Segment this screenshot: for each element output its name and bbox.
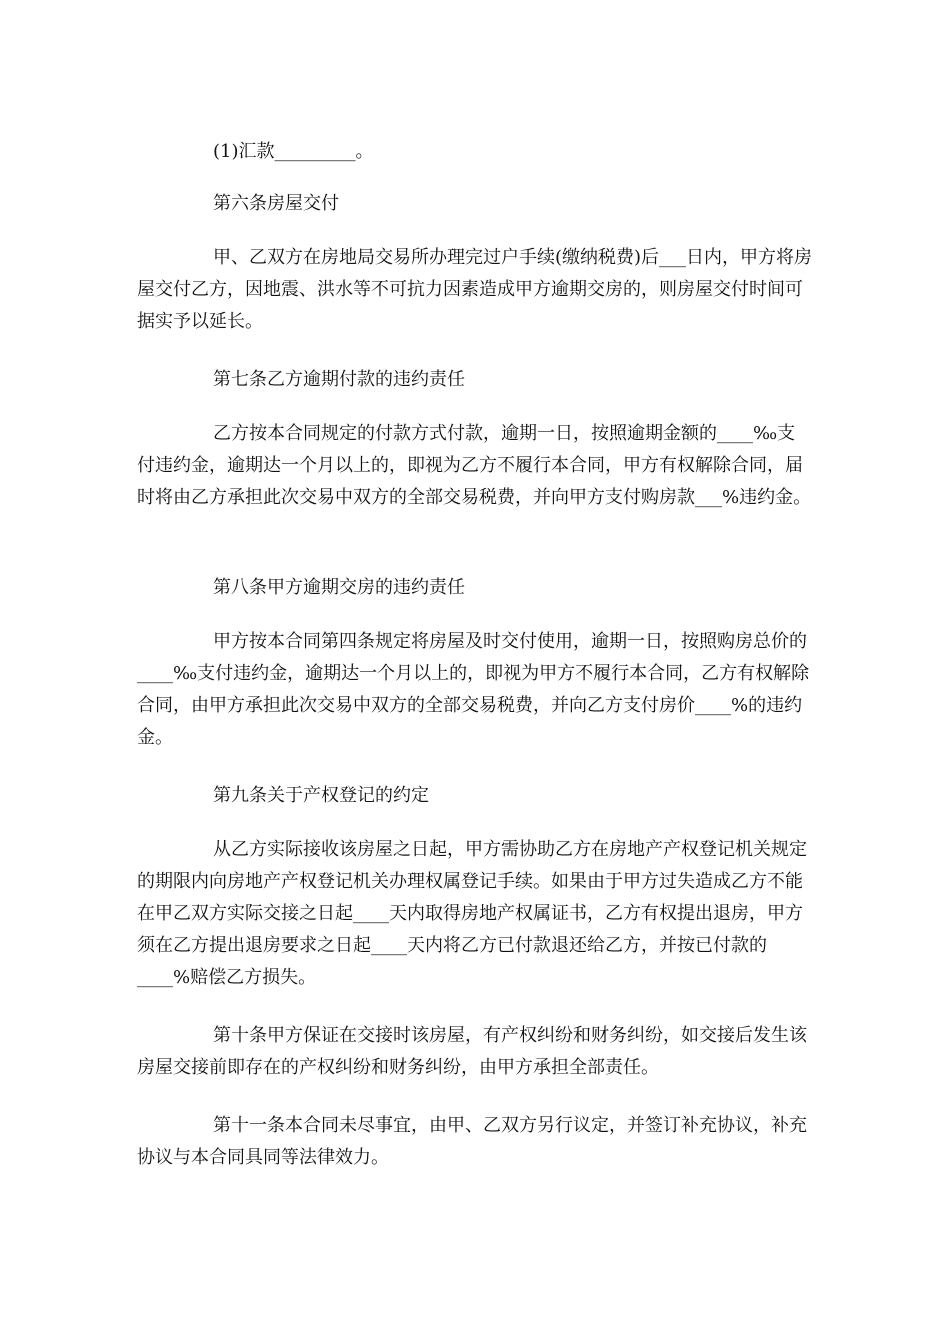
- article-10-body: 第十条甲方保证在交接时该房屋，有产权纠纷和财务纠纷，如交接后发生该房屋交接前即存在的产权纠纷和财务纠纷，由甲方承担全部责任。: [137, 1025, 807, 1078]
- article-8-body: 甲方按本合同第四条规定将房屋及时交付使用，逾期一日，按照购房总价的____‰支付违约金，逾期达一个月以上的，即视为甲方不履行本合同，乙方有权解除合同，由甲方承担此次交易中双方的全部交易税费，并向乙方支付房价____%的违约金。: [137, 631, 810, 748]
- article-8-heading: 第八条甲方逾期交房的违约责任: [213, 577, 465, 598]
- article-9-heading: 第九条关于产权登记的约定: [213, 785, 429, 806]
- article-7-heading: 第七条乙方逾期付款的违约责任: [213, 369, 465, 390]
- article-6-body: 甲、乙双方在房地局交易所办理完过户手续(缴纳税费)后___日内，甲方将房屋交付乙方，因地震、洪水等不可抗力因素造成甲方逾期交房的，则房屋交付时间可据实予以延长。: [137, 247, 813, 332]
- article-6-heading: 第六条房屋交付: [213, 193, 339, 214]
- article-11-body: 第十一条本合同未尽事宜，由甲、乙双方另行议定，并签订补充协议，补充协议与本合同具同等法律效力。: [137, 1115, 807, 1168]
- article-9-body: 从乙方实际接收该房屋之日起，甲方需协助乙方在房地产产权登记机关规定的期限内向房地产产权登记机关办理权属登记手续。如果由于甲方过失造成乙方不能在甲乙双方实际交接之日起____天内取得房地产权属证书，乙方有权提出退房，甲方须在乙方提出退房要求之日起____天内将乙方已付款退还给乙方，并按已付款的____%赔偿乙方损失。: [137, 839, 807, 988]
- payment-method-line: (1)汇款_________。: [213, 141, 374, 162]
- article-7-body: 乙方按本合同规定的付款方式付款，逾期一日，按照逾期金额的____‰支付违约金，逾期达一个月以上的，即视为乙方不履行本合同，甲方有权解除合同，届时将由乙方承担此次交易中双方的全部交易税费，并向甲方支付购房款___%违约金。: [137, 423, 812, 508]
